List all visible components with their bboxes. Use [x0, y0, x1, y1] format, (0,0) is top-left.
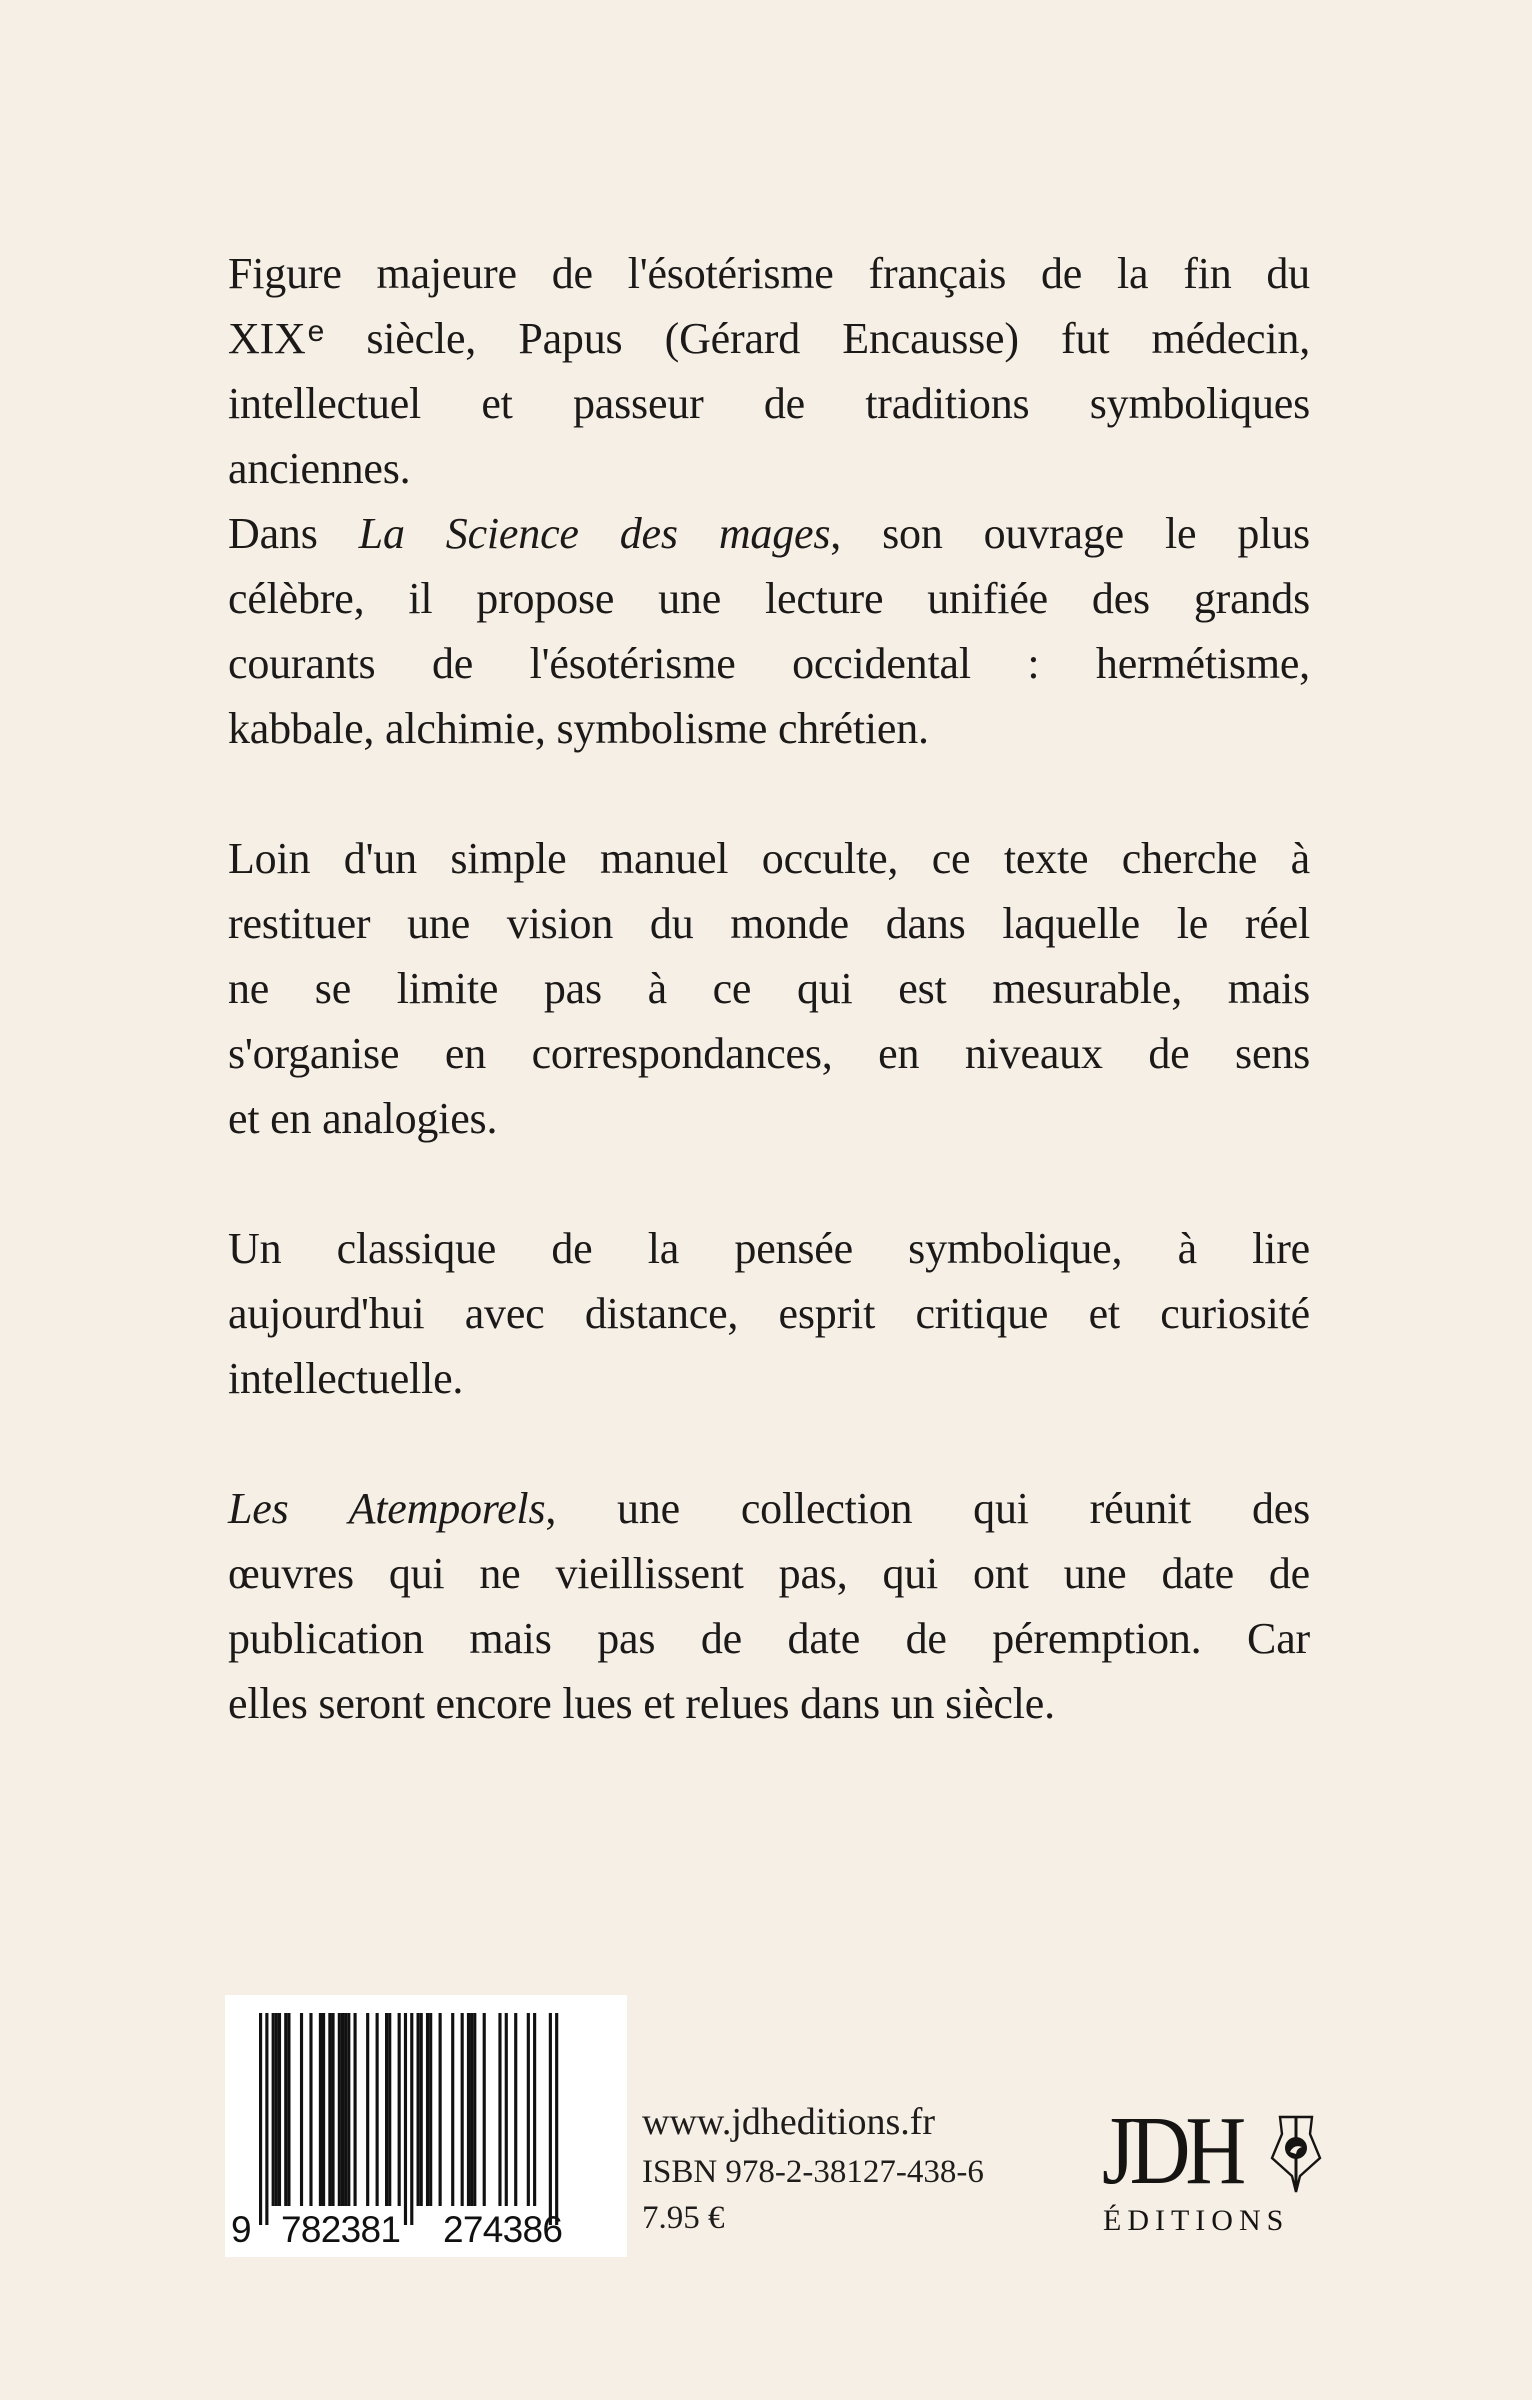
text-line — [228, 241, 1310, 306]
text-run: , une collection qui réunit des — [545, 1484, 1310, 1533]
barcode-bar — [527, 2013, 530, 2206]
barcode-bar — [366, 2013, 369, 2206]
barcode-guard-bar — [404, 2013, 407, 2225]
barcode — [225, 1995, 627, 2257]
back-cover-text — [228, 241, 1310, 1736]
barcode-guard-bar — [555, 2013, 558, 2225]
text-run: Figure majeure de l'ésotérisme français de la fin du — [228, 249, 1310, 298]
barcode-bar — [498, 2013, 501, 2206]
text-run: Loin d'un simple manuel occulte, ce texte cherche à — [228, 834, 1310, 883]
text-run: Un classique de la pensée symbolique, à lire — [228, 1224, 1310, 1273]
barcode-bar — [328, 2013, 331, 2206]
barcode-bar — [287, 2013, 290, 2206]
text-run: intellectuel et passeur de traditions symboliques — [228, 379, 1310, 428]
paragraph — [228, 241, 1310, 761]
barcode-bar — [385, 2013, 388, 2206]
barcode-graphic — [225, 1995, 627, 2257]
barcode-bar — [284, 2013, 287, 2206]
publisher-website: www.jdheditions.fr — [642, 2101, 936, 2143]
price: 7.95 € — [642, 2200, 725, 2236]
text-line — [228, 631, 1310, 696]
paragraph-spacer — [228, 761, 1310, 826]
text-run: elles seront encore lues et relues dans un siècle. — [228, 1679, 1055, 1728]
text-line — [228, 1086, 1310, 1151]
text-run: courants de l'ésotérisme occidental : hermétisme, — [228, 639, 1310, 688]
text-line — [228, 891, 1310, 956]
barcode-bar — [417, 2013, 420, 2206]
barcode-bar — [439, 2013, 442, 2206]
barcode-digit-first: 9 — [231, 2209, 252, 2250]
barcode-bar — [300, 2013, 303, 2206]
paragraph — [228, 1216, 1310, 1411]
text-line — [228, 826, 1310, 891]
text-line — [228, 306, 1310, 371]
text-run: intellectuelle. — [228, 1354, 464, 1403]
text-run: XIX — [228, 314, 306, 363]
barcode-bar — [426, 2013, 429, 2206]
barcode-guard-bar — [410, 2013, 413, 2225]
text-run: anciennes. — [228, 444, 411, 493]
superscript: e — [307, 315, 325, 348]
text-run: célèbre, il propose une lecture unifiée des grands — [228, 574, 1310, 623]
text-line — [228, 371, 1310, 436]
barcode-bar — [278, 2013, 281, 2206]
barcode-bar — [319, 2013, 322, 2206]
text-line — [228, 1606, 1310, 1671]
barcode-bar — [376, 2013, 379, 2206]
text-line — [228, 501, 1310, 566]
barcode-bar — [533, 2013, 536, 2206]
barcode-bar — [309, 2013, 312, 2206]
paragraph — [228, 1476, 1310, 1736]
barcode-bar — [388, 2013, 391, 2206]
fountain-pen-nib-icon — [1270, 2114, 1322, 2194]
text-run: et en analogies. — [228, 1094, 498, 1143]
barcode-bar — [429, 2013, 432, 2206]
text-run: , son ouvrage le plus — [830, 509, 1310, 558]
text-line — [228, 1346, 1310, 1411]
text-run: restituer une vision du monde dans laquelle le réel — [228, 899, 1310, 948]
text-run: Dans — [228, 509, 359, 558]
text-line — [228, 1021, 1310, 1086]
barcode-bar — [473, 2013, 476, 2206]
barcode-guard-bar — [265, 2013, 268, 2225]
paragraph-spacer — [228, 1411, 1310, 1476]
publisher-logo — [1100, 2097, 1330, 2248]
text-run: s'organise en correspondances, en niveaux de sens — [228, 1029, 1310, 1078]
logo-wordmark: JDH — [1102, 2097, 1242, 2205]
barcode-bar — [272, 2013, 275, 2206]
text-line — [228, 566, 1310, 631]
barcode-bar — [483, 2013, 486, 2206]
italic-title: Les Atemporels — [228, 1484, 546, 1533]
barcode-digits-left: 782381 — [281, 2209, 401, 2250]
barcode-digits-right: 274386 — [443, 2209, 563, 2250]
barcode-bar — [398, 2013, 401, 2206]
barcode-bar — [470, 2013, 473, 2206]
barcode-bar — [331, 2013, 334, 2206]
barcode-bar — [341, 2013, 344, 2206]
text-run: aujourd'hui avec distance, esprit critique et curiosité — [228, 1289, 1310, 1338]
barcode-bar — [338, 2013, 341, 2206]
barcode-bar — [467, 2013, 470, 2206]
text-line — [228, 1541, 1310, 1606]
text-line — [228, 956, 1310, 1021]
barcode-bar — [420, 2013, 423, 2206]
barcode-bar — [322, 2013, 325, 2206]
text-run: publication mais pas de date de péremption. Car — [228, 1614, 1310, 1663]
barcode-guard-bar — [549, 2013, 552, 2225]
barcode-bar — [514, 2013, 517, 2206]
text-line — [228, 1216, 1310, 1281]
text-line — [228, 1671, 1310, 1736]
text-run: kabbale, alchimie, symbolisme chrétien. — [228, 704, 929, 753]
text-run: œuvres qui ne vieillissent pas, qui ont une date de — [228, 1549, 1310, 1598]
barcode-bar — [354, 2013, 357, 2206]
barcode-bar — [451, 2013, 454, 2206]
barcode-bar — [347, 2013, 350, 2206]
paragraph-spacer — [228, 1151, 1310, 1216]
barcode-bar — [505, 2013, 508, 2206]
barcode-bar — [344, 2013, 347, 2206]
isbn: ISBN 978-2-38127-438-6 — [642, 2154, 984, 2190]
barcode-bar — [461, 2013, 464, 2206]
text-line — [228, 1476, 1310, 1541]
barcode-bar — [275, 2013, 278, 2206]
text-run: ne se limite pas à ce qui est mesurable, mais — [228, 964, 1310, 1013]
text-line — [228, 696, 1310, 761]
barcode-guard-bar — [259, 2013, 262, 2225]
paragraph — [228, 826, 1310, 1151]
italic-title: La Science des mages — [358, 509, 831, 558]
logo-subtitle: ÉDITIONS — [1103, 2204, 1290, 2237]
text-run: siècle, Papus (Gérard Encausse) fut médecin, — [324, 314, 1310, 363]
text-line — [228, 1281, 1310, 1346]
text-line — [228, 436, 1310, 501]
